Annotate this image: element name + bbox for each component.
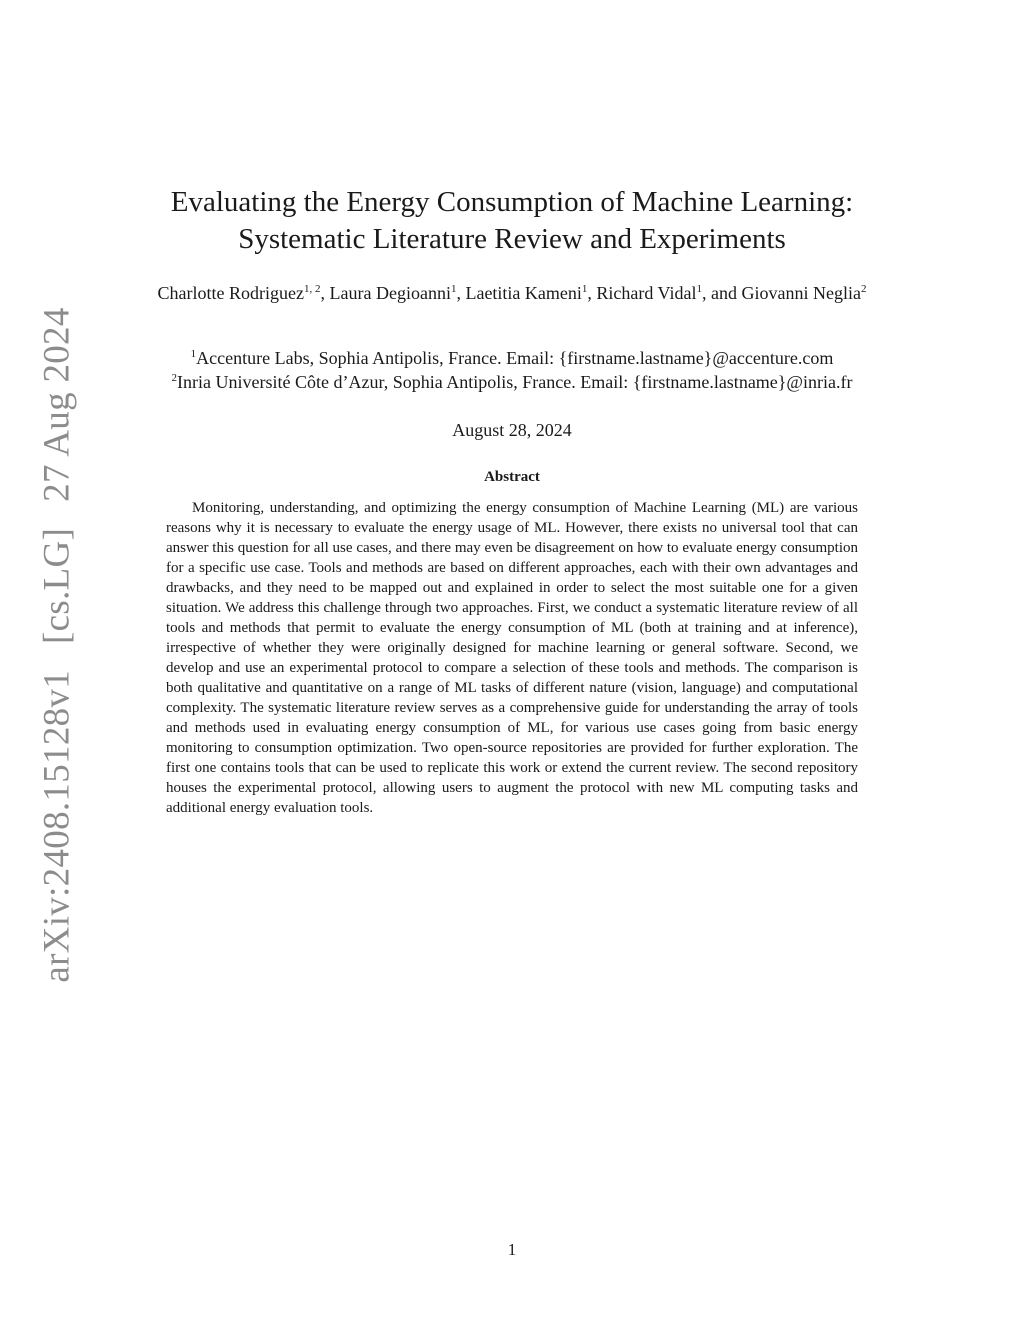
paper-title-line-2: Systematic Literature Review and Experiments [238,223,786,255]
arxiv-identifier-stamp [36,307,79,982]
paper-title-line-1: Evaluating the Energy Consumption of Machine Learning: [170,186,854,218]
affiliation-list [0,346,1024,394]
paper-title [0,184,1024,258]
affiliation-mark: 2 [171,372,178,384]
author-list [140,282,884,305]
author-name: Giovanni Neglia [741,283,861,303]
page-number: 1 [507,1240,517,1259]
author-separator: , [587,283,597,303]
affiliation-mark: 1 [190,348,197,360]
author-name: Laura Degioanni [329,283,451,303]
author-name: Charlotte Rodriguez [157,283,304,303]
abstract-body: Monitoring, understanding, and optimizing the energy consumption of Machine Learning (ML) are various reasons why it is necessary to evaluate the energy usage of ML. However, there exists no universal tool that can answer this question for all use cases, and there may even be disagreement on how to evaluate energy consumption for a specific use case. Tools and methods are based on different approaches, each with their own advantages and drawbacks, and they need to be mapped out and explained in order to select the most suitable one for a given situation. We address this challenge through two approaches. First, we conduct a systematic literature review of all tools and methods that permit to evaluate the energy consumption of ML (both at training and at inference), irrespective of whether they were originally designed for machine learning or general software. Second, we develop and use an experimental protocol to compare a selection of these tools and methods. The comparison is both qualitative and quantitative on a range of ML tasks of different nature (vision, language) and computational complexity. The systematic literature review serves as a comprehensive guide for understanding the array of tools and methods used in evaluating energy consumption of ML, for various use cases going from basic energy monitoring to consumption optimization. Two open-source repositories are provided for further exploration. The first one contains tools that can be used to replicate this work or extend the current review. The second repository houses the experimental protocol, allowing users to augment the protocol with new ML computing tasks and additional energy evaluation tools. [166,500,858,816]
author-separator: , and [701,283,742,303]
author-affiliation-mark: 1, 2 [304,283,321,295]
affiliation-text: Inria Université Côte d’Azur, Sophia Antipolis, France. Email: {firstname.lastname}@inria.fr [177,372,853,392]
author-affiliation-mark: 1 [581,283,588,295]
arxiv-category: [cs.LG] [36,527,78,644]
author-affiliation-mark: 1 [450,283,457,295]
arxiv-date: 27 Aug 2024 [36,307,78,502]
author-name: Richard Vidal [596,283,697,303]
author-name: Laetitia Kameni [465,283,582,303]
author-separator: , [456,283,466,303]
author-affiliation-mark: 2 [860,283,867,295]
publication-date: August 28, 2024 [452,420,572,440]
affiliation-text: Accenture Labs, Sophia Antipolis, France. Email: {firstname.lastname}@accenture.com [196,348,834,368]
affiliation-line [0,370,1024,394]
affiliation-line [0,346,1024,370]
arxiv-id: arXiv:2408.15128v1 [36,669,78,983]
author-separator: , [320,283,330,303]
abstract-heading: Abstract [484,469,540,485]
author-affiliation-mark: 1 [696,283,702,295]
